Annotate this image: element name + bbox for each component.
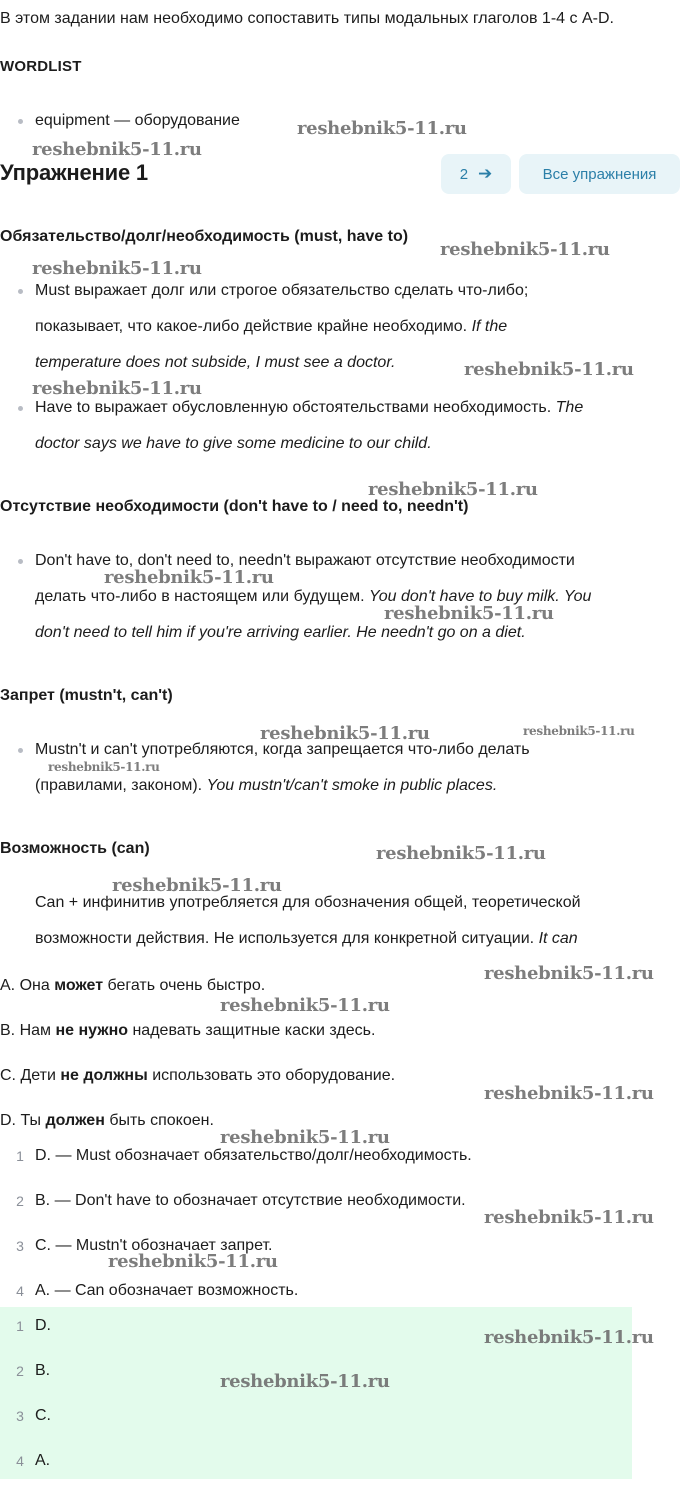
next-exercise-button[interactable] bbox=[441, 154, 511, 194]
bullet-text: Can + инфинитив употребляется для обозначения общей, теоретической bbox=[35, 894, 581, 911]
list-item bbox=[35, 543, 675, 651]
sentence-a bbox=[0, 976, 265, 996]
watermark: reshebnik5-11.ru bbox=[464, 359, 634, 380]
watermark: reshebnik5-11.ru bbox=[220, 1371, 390, 1392]
watermark: reshebnik5-11.ru bbox=[32, 258, 202, 279]
watermark: reshebnik5-11.ru bbox=[384, 603, 554, 624]
sentence-d bbox=[0, 1111, 214, 1131]
sentence-keyword: не нужно bbox=[55, 1022, 129, 1039]
explanation-row bbox=[0, 1231, 680, 1261]
row-number: 4 bbox=[16, 1453, 24, 1469]
watermark: reshebnik5-11.ru bbox=[297, 118, 467, 139]
sentence-prefix: C. Дети bbox=[0, 1067, 56, 1084]
row-number: 2 bbox=[16, 1193, 24, 1209]
sentence-keyword: должен bbox=[45, 1112, 105, 1129]
row-number: 3 bbox=[16, 1408, 24, 1424]
watermark: reshebnik5-11.ru bbox=[484, 1083, 654, 1104]
bullet-example: It can bbox=[538, 930, 578, 947]
row-text: D. — Must обозначает обязательство/долг/необходимость. bbox=[35, 1147, 472, 1164]
row-text: A. bbox=[35, 1452, 51, 1469]
sentence-rest: бегать очень быстро. bbox=[107, 977, 266, 994]
watermark: reshebnik5-11.ru bbox=[32, 139, 202, 160]
watermark: reshebnik5-11.ru bbox=[484, 1207, 654, 1228]
bullet-example: You mustn't/can't smoke in public places. bbox=[206, 777, 498, 794]
all-exercises-button[interactable]: Все упражнения bbox=[519, 154, 680, 194]
bullet-example: You don't have to buy milk. You bbox=[368, 588, 592, 605]
bullet-text: Don't have to, don't need to, needn't выражают отсутствие необходимости bbox=[35, 552, 575, 569]
explanation-row bbox=[0, 1276, 680, 1306]
bullet-example: If the bbox=[471, 318, 508, 335]
row-text: A. — Can обозначает возможность. bbox=[35, 1282, 299, 1299]
bullet-text: Mustn't и can't употребляются, когда запрещается что-либо делать bbox=[35, 741, 530, 758]
watermark: reshebnik5-11.ru bbox=[484, 963, 654, 984]
row-number: 3 bbox=[16, 1238, 24, 1254]
row-number: 4 bbox=[16, 1283, 24, 1299]
sentence-rest: надевать защитные каски здесь. bbox=[132, 1022, 376, 1039]
bullet-example: The bbox=[555, 399, 584, 416]
bullet-text: делать что-либо в настоящем или будущем. bbox=[35, 588, 365, 605]
watermark: reshebnik5-11.ru bbox=[104, 567, 274, 588]
watermark: reshebnik5-11.ru bbox=[484, 1327, 654, 1348]
watermark: reshebnik5-11.ru bbox=[440, 239, 610, 260]
watermark: reshebnik5-11.ru bbox=[220, 1127, 390, 1148]
list-item bbox=[35, 390, 675, 462]
bullet-text: Have to выражает обусловленную обстоятельствами необходимость. bbox=[35, 399, 552, 416]
watermark: reshebnik5-11.ru bbox=[523, 724, 635, 738]
row-number: 1 bbox=[16, 1148, 24, 1164]
answer-row bbox=[0, 1446, 680, 1476]
exercise-title: Упражнение 1 bbox=[0, 160, 148, 185]
bullet-example: temperature does not subside, I must see a doctor. bbox=[35, 354, 396, 371]
sentence-rest: использовать это оборудование. bbox=[152, 1067, 396, 1084]
watermark: reshebnik5-11.ru bbox=[32, 378, 202, 399]
wordlist-heading: WORDLIST bbox=[0, 58, 82, 75]
sentence-prefix: B. Нам bbox=[0, 1022, 52, 1039]
section-heading-prohibition: Запрет (mustn't, can't) bbox=[0, 687, 173, 704]
bullet-text: возможности действия. Не используется для конкретной ситуации. bbox=[35, 930, 535, 947]
watermark: reshebnik5-11.ru bbox=[368, 479, 538, 500]
sentence-rest: быть спокоен. bbox=[109, 1112, 214, 1129]
answer-row bbox=[0, 1401, 680, 1431]
sentence-b bbox=[0, 1021, 375, 1041]
row-number: 1 bbox=[16, 1318, 24, 1334]
sentence-c bbox=[0, 1066, 395, 1086]
row-text: C. bbox=[35, 1407, 51, 1424]
section-heading-no-necessity: Отсутствие необходимости (don't have to / need to, needn't) bbox=[0, 498, 469, 515]
row-text: B. — Don't have to обозначает отсутствие необходимости. bbox=[35, 1192, 466, 1209]
sentence-keyword: не должны bbox=[60, 1067, 148, 1084]
arrow-right-icon: ➔ bbox=[478, 164, 493, 183]
sentence-prefix: D. Ты bbox=[0, 1112, 42, 1129]
watermark: reshebnik5-11.ru bbox=[260, 723, 430, 744]
bullet-text: Must выражает долг или строгое обязательство сделать что-либо; bbox=[35, 282, 529, 299]
row-number: 2 bbox=[16, 1363, 24, 1379]
bullet-example: don't need to tell him if you're arriving earlier. He needn't go on a diet. bbox=[35, 624, 526, 641]
next-exercise-label: 2 bbox=[459, 165, 469, 183]
watermark: reshebnik5-11.ru bbox=[108, 1251, 278, 1272]
row-text: D. bbox=[35, 1317, 51, 1334]
bullet-text: (правилами, законом). bbox=[35, 777, 203, 794]
row-text: B. bbox=[35, 1362, 51, 1379]
bullet-text: показывает, что какое-либо действие крайне необходимо. bbox=[35, 318, 468, 335]
watermark: reshebnik5-11.ru bbox=[48, 760, 160, 774]
intro-text: В этом задании нам необходимо сопоставить типы модальных глаголов 1-4 с A-D. bbox=[0, 10, 614, 27]
sentence-keyword: может bbox=[54, 977, 104, 994]
watermark: reshebnik5-11.ru bbox=[376, 843, 546, 864]
section-heading-possibility: Возможность (can) bbox=[0, 840, 150, 857]
watermark: reshebnik5-11.ru bbox=[220, 995, 390, 1016]
watermark: reshebnik5-11.ru bbox=[112, 875, 282, 896]
wordlist-item: equipment — оборудование bbox=[35, 103, 675, 139]
row-text: C. — Mustn't обозначает запрет. bbox=[35, 1237, 273, 1254]
sentence-prefix: A. Она bbox=[0, 977, 50, 994]
bullet-example: doctor says we have to give some medicine to our child. bbox=[35, 435, 432, 452]
section-heading-obligation: Обязательство/долг/необходимость (must, have to) bbox=[0, 228, 409, 245]
